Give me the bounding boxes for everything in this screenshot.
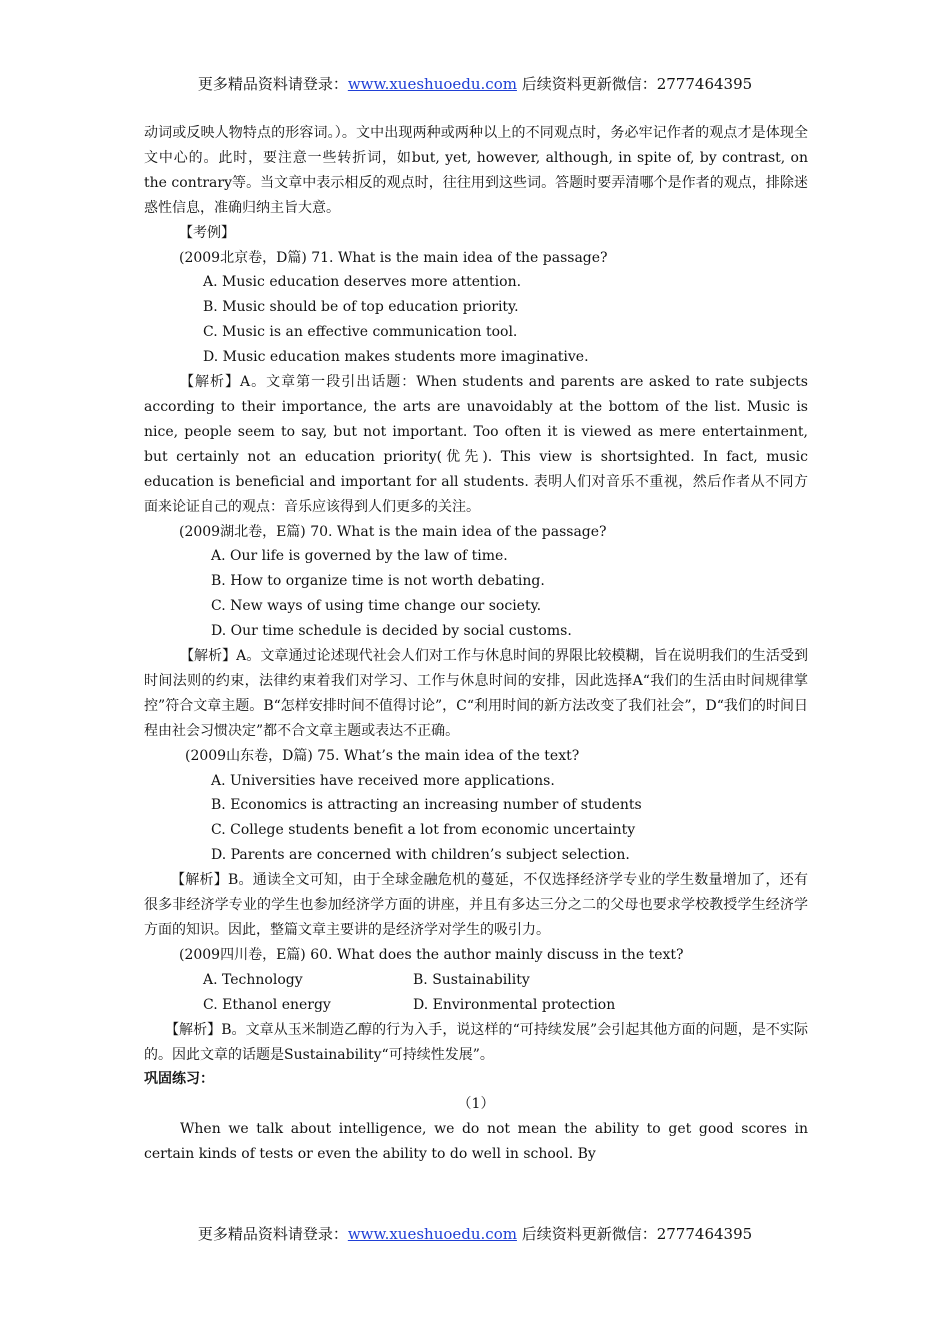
q4-analysis: 【解析】B。文章从玉米制造乙醇的行为入手，说这样的“可持续发展”会引起其他方面的问题，是不实际的。因此文章的话题是Sustainability“可持续性发展”。 xyxy=(144,1021,808,1063)
q2-option-a: A. Our life is governed by the law of time. xyxy=(211,548,508,565)
q4-option-d: D. Environmental protection xyxy=(413,996,616,1013)
q3-option-b: B. Economics is attracting an increasing number of students xyxy=(211,797,642,814)
footer-link[interactable]: www.xueshuoedu.com xyxy=(347,1225,517,1243)
q3-analysis: 【解析】B。通读全文可知，由于全球金融危机的蔓延，不仅选择经济学专业的学生数量增加了，还有很多非经济学专业的学生也参加经济学方面的讲座，并且有多达三分之二的父母也要求学校教授学生经济学方面的知识。因此，整篇文章主要讲的是经济学对学生的吸引力。 xyxy=(144,872,808,938)
q2-stem: (2009湖北卷，E篇) 70. What is the main idea of the passage? xyxy=(179,523,607,540)
intro-paragraph: 动词或反映人物特点的形容词。）。文中出现两种或两种以上的不同观点时，务必牢记作者的观点才是体现全文中心的。此时，要注意一些转折词，如but, yet, however, although, in spite of, by contrast, on the contrary等。当文章中表示相反的观点时，往往用到这些词。答题时要弄清哪个是作者的观点，排除迷惑性信息，准确归纳主旨大意。 xyxy=(144,125,808,216)
q1-option-c: C. Music is an effective communication tool. xyxy=(203,324,518,341)
q4-option-b: B. Sustainability xyxy=(413,971,530,988)
q2-option-c: C. New ways of using time change our society. xyxy=(211,598,542,615)
q4-option-a: A. Technology xyxy=(203,971,303,988)
q2-option-b: B. How to organize time is not worth debating. xyxy=(211,573,545,590)
footer-prefix: 更多精品资料请登录： xyxy=(197,1225,348,1243)
q2-option-d: D. Our time schedule is decided by social customs. xyxy=(211,623,572,640)
header-link[interactable]: www.xueshuoedu.com xyxy=(347,75,517,93)
q4-options-row-1 xyxy=(144,968,808,993)
q1-option-d: D. Music education makes students more imaginative. xyxy=(203,349,589,366)
page-footer xyxy=(0,1224,950,1244)
header-suffix: 后续资料更新微信：2777464395 xyxy=(516,75,753,93)
q1-option-b: B. Music should be of top education priority. xyxy=(203,299,519,316)
practice-title: 巩固练习： xyxy=(144,1071,214,1088)
q3-option-a: A. Universities have received more applications. xyxy=(211,772,555,789)
practice-number: （1） xyxy=(457,1096,495,1113)
q3-stem: (2009山东卷，D篇) 75. What’s the main idea of the text? xyxy=(185,747,580,764)
q4-options-row-2 xyxy=(144,993,808,1018)
document-body xyxy=(144,121,808,1167)
q1-analysis: 【解析】A。文章第一段引出话题：When students and parents are asked to rate subjects according to their importance, the arts are unavoidably at the bottom of the list. Music is nice, people seem to say, but not important. Too often it is viewed as mere entertainment, but certainly not an education priority(优先). This view is shortsighted. In fact, music education is beneficial and important for all students. 表明人们对音乐不重视，然后作者从不同方面来论证自己的观点：音乐应该得到人们更多的关注。 xyxy=(144,374,808,515)
q4-option-c: C. Ethanol energy xyxy=(203,996,331,1013)
q1-stem: (2009北京卷，D篇) 71. What is the main idea of the passage? xyxy=(179,249,608,266)
q3-option-d: D. Parents are concerned with children’s subject selection. xyxy=(211,847,630,864)
q1-option-a: A. Music education deserves more attention. xyxy=(203,274,522,291)
practice-paragraph: When we talk about intelligence, we do not mean the ability to get good scores in certain kinds of tests or even the ability to do well in school. By xyxy=(144,1121,808,1163)
q3-option-c: C. College students benefit a lot from economic uncertainty xyxy=(211,822,636,839)
page-header xyxy=(0,74,950,94)
q2-analysis: 【解析】A。文章通过论述现代社会人们对工作与休息时间的界限比较模糊，旨在说明我们的生活受到时间法则的约束，法律约束着我们对学习、工作与休息时间的安排，因此选择A“我们的生活由时间规律掌控”符合文章主题。B“怎样安排时间不值得讨论”，C“利用时间的新方法改变了我们社会”，D“我们的时间日程由社会习惯决定”都不合文章主题或表达不正确。 xyxy=(144,648,808,739)
header-prefix: 更多精品资料请登录： xyxy=(197,75,348,93)
q4-stem: (2009四川卷，E篇) 60. What does the author mainly discuss in the text? xyxy=(179,946,684,963)
kaoli-label: 【考例】 xyxy=(179,224,235,241)
footer-suffix: 后续资料更新微信：2777464395 xyxy=(516,1225,753,1243)
